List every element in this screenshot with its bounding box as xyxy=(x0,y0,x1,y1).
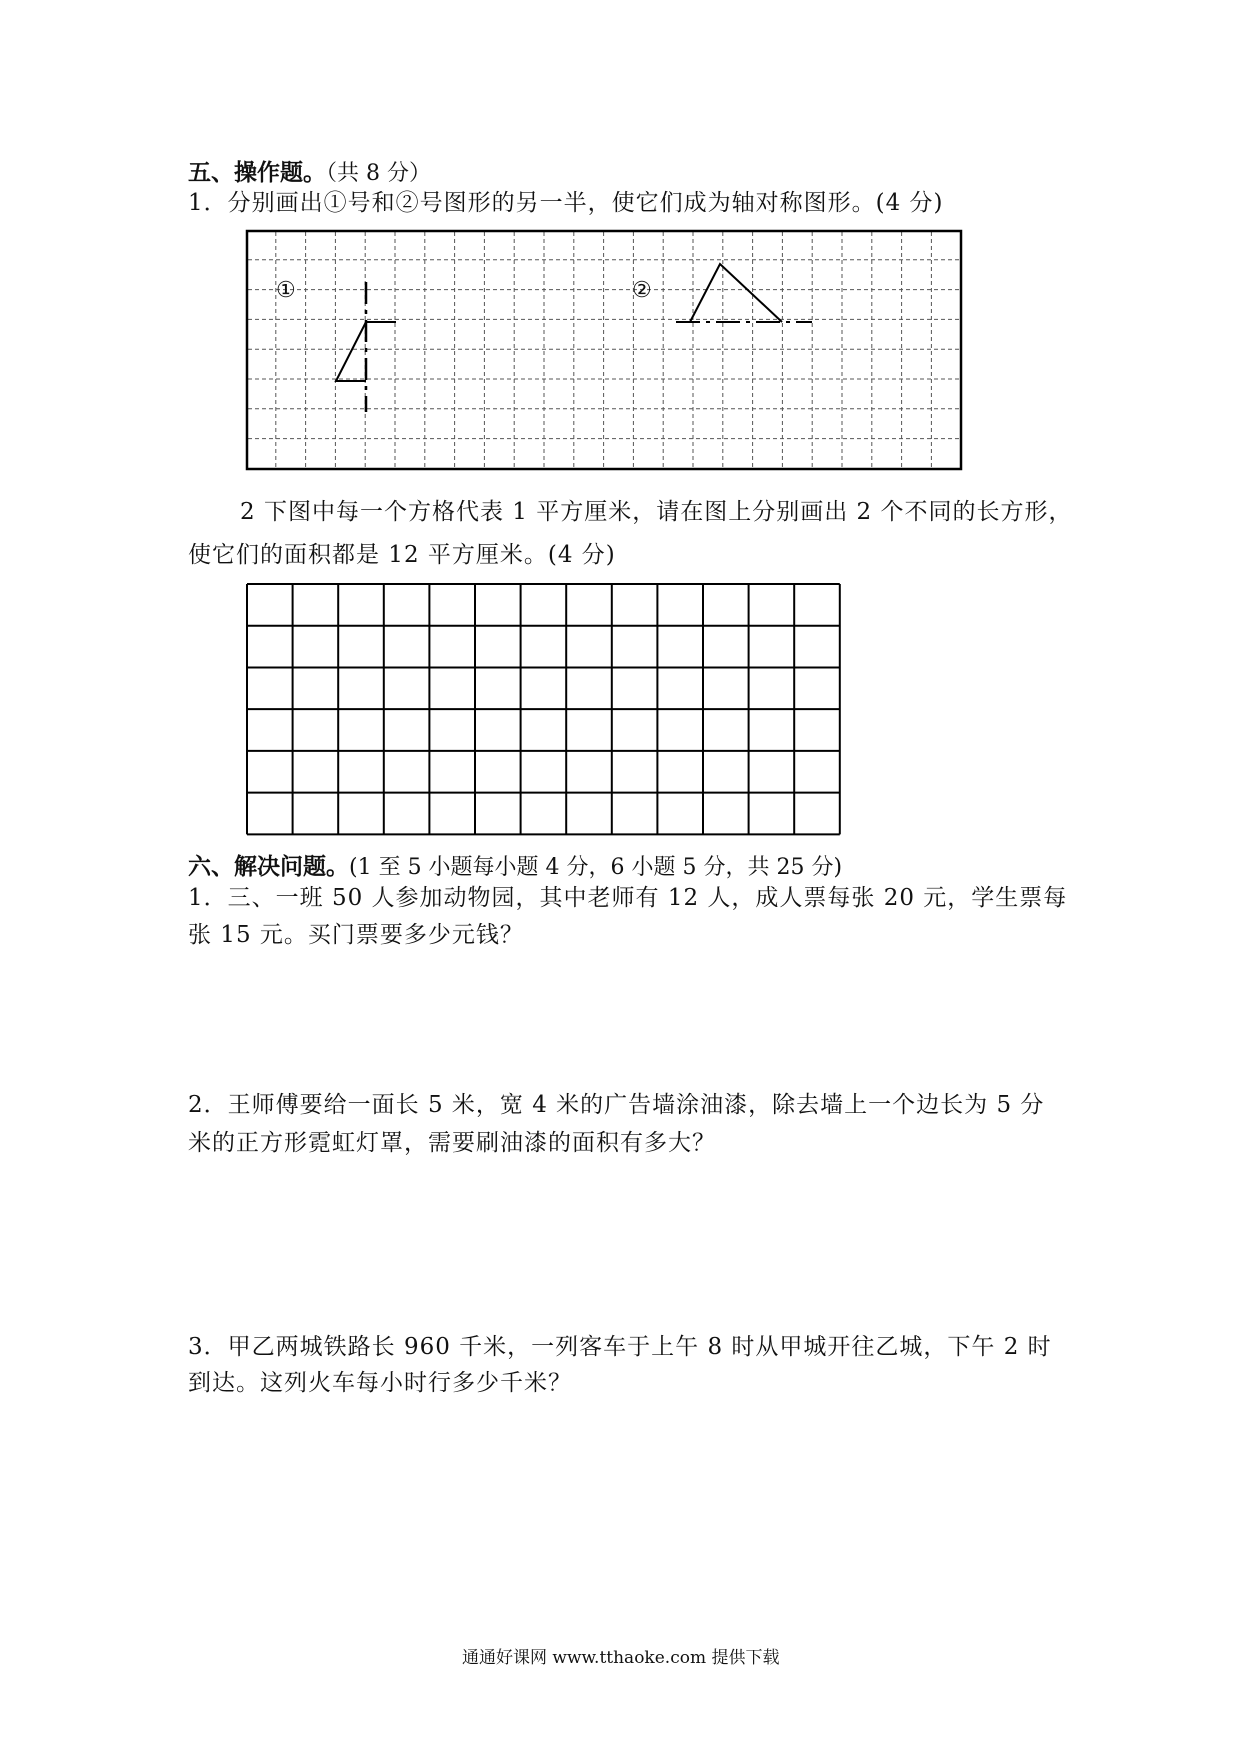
shape-1-half-trapezoid xyxy=(336,322,366,381)
solid-grid-lines xyxy=(247,584,840,834)
section-5-title: 五、操作题。 xyxy=(188,160,326,186)
shape-2-half-triangle xyxy=(690,264,782,322)
section-6-heading xyxy=(188,848,842,881)
section-6-score: (1 至 5 小题每小题 4 分，6 小题 5 分，共 25 分) xyxy=(349,855,843,880)
grid-border xyxy=(247,231,961,469)
question-6-2-line1: 2．王师傅要给一面长 5 米，宽 4 米的广告墙涂油漆，除去墙上一个边长为 5 分 xyxy=(188,1092,1045,1118)
figure-label-2: ② xyxy=(632,278,653,303)
section-5-score: （共 8 分） xyxy=(326,161,431,186)
question-6-2-line2: 米的正方形霓虹灯罩，需要刷油漆的面积有多大？ xyxy=(188,1130,716,1156)
question-6-3-line2: 到达。这列火车每小时行多少千米？ xyxy=(188,1370,572,1396)
dashed-grid-lines xyxy=(248,232,960,468)
question-5-2-line2: 使它们的面积都是 12 平方厘米。(4 分) xyxy=(188,542,616,568)
symmetry-grid-figure xyxy=(246,230,962,470)
question-6-1-line2: 张 15 元。买门票要多少元钱？ xyxy=(188,922,524,948)
question-5-1: 1．分别画出①号和②号图形的另一半，使它们成为轴对称图形。(4 分) xyxy=(188,190,944,216)
area-grid-figure xyxy=(246,583,846,835)
page-footer: 通通好课网 www.tthaoke.com 提供下载 xyxy=(462,1648,780,1668)
section-6-title: 六、解决问题。 xyxy=(188,854,349,880)
question-6-3-line1: 3．甲乙两城铁路长 960 千米，一列客车于上午 8 时从甲城开往乙城，下午 2 时 xyxy=(188,1334,1052,1360)
figure-label-1: ① xyxy=(276,278,297,303)
question-5-2-line1: 2 下图中每一个方格代表 1 平方厘米，请在图上分别画出 2 个不同的长方形， xyxy=(240,499,1073,525)
question-6-1-line1: 1．三、一班 50 人参加动物园，其中老师有 12 人，成人票每张 20 元，学生票每 xyxy=(188,885,1068,911)
section-5-heading xyxy=(188,154,431,187)
